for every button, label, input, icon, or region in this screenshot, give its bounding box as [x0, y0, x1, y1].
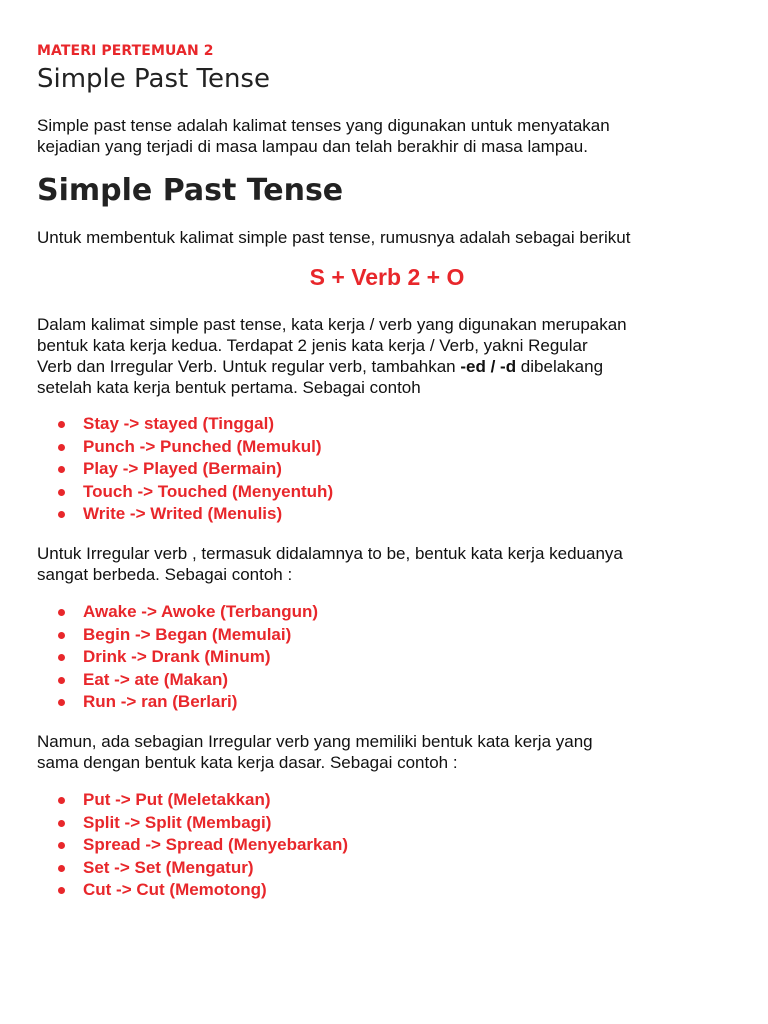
intro-line-2: kejadian yang terjadi di masa lampau dan telah berakhir di masa lampau. — [37, 137, 588, 156]
list-item-text: Touch -> Touched (Menyentuh) — [83, 481, 334, 501]
regular-line-1: Dalam kalimat simple past tense, kata kerja / verb yang digunakan merupakan — [37, 315, 627, 334]
section-heading: Simple Past Tense — [37, 173, 344, 208]
bullet-icon — [58, 632, 65, 639]
bullet-icon — [58, 820, 65, 827]
same-form-examples-list — [37, 789, 348, 902]
regular-line-3-tail: dibelakang — [516, 357, 604, 376]
bullet-icon — [58, 677, 65, 684]
bullet-icon — [58, 865, 65, 872]
list-item — [37, 624, 318, 647]
bullet-icon — [58, 842, 65, 849]
list-item-text: Stay -> stayed (Tinggal) — [83, 414, 274, 433]
list-item-text: Punch -> Punched (Memukul) — [83, 436, 322, 456]
bullet-icon — [58, 489, 65, 496]
list-item-text: Set -> Set (Mengatur) — [83, 857, 254, 877]
list-item — [37, 879, 348, 902]
list-item — [37, 503, 333, 526]
list-item-text: Drink -> Drank (Minum) — [83, 647, 271, 666]
irregular-line-1: Untuk Irregular verb , termasuk didalamnya to be, bentuk kata kerja keduanya — [37, 544, 623, 563]
regular-verb-paragraph — [37, 314, 627, 398]
formula: S + Verb 2 + O — [309, 264, 465, 290]
list-item-text: Split -> Split (Membagi) — [83, 812, 272, 832]
list-item-text: Cut -> Cut (Memotong) — [83, 880, 267, 899]
list-item — [37, 646, 318, 669]
irregular-verb-paragraph — [37, 543, 623, 585]
list-item — [37, 413, 333, 436]
list-item-text: Put -> Put (Meletakkan) — [83, 790, 271, 809]
list-item — [37, 834, 348, 857]
irregular-examples-list — [37, 601, 318, 714]
list-item-text: Write -> Writed (Menulis) — [83, 504, 283, 523]
bullet-icon — [58, 444, 65, 451]
list-item-text: Eat -> ate (Makan) — [83, 669, 229, 689]
list-item-text: Play -> Played (Bermain) — [83, 459, 282, 478]
list-item — [37, 481, 333, 504]
bullet-icon — [58, 654, 65, 661]
bullet-icon — [58, 797, 65, 804]
intro-line-1: Simple past tense adalah kalimat tenses yang digunakan untuk menyatakan — [37, 116, 610, 135]
formula-intro-line: Untuk membentuk kalimat simple past tense, rumusnya adalah sebagai berikut — [37, 228, 631, 247]
list-item — [37, 436, 333, 459]
same-form-paragraph — [37, 731, 593, 773]
bullet-icon — [58, 466, 65, 473]
regular-examples-list — [37, 413, 333, 526]
list-item — [37, 857, 348, 880]
bullet-icon — [58, 887, 65, 894]
bullet-icon — [58, 421, 65, 428]
list-item — [37, 601, 318, 624]
bullet-icon — [58, 511, 65, 518]
regular-line-3 — [37, 356, 627, 377]
regular-line-2: bentuk kata kerja kedua. Terdapat 2 jenis kata kerja / Verb, yakni Regular — [37, 336, 588, 355]
bullet-icon — [58, 699, 65, 706]
list-item — [37, 691, 318, 714]
list-item — [37, 458, 333, 481]
list-item-text: Awake -> Awoke (Terbangun) — [83, 602, 319, 621]
bullet-icon — [58, 609, 65, 616]
regular-line-3-text: Verb dan Irregular Verb. Untuk regular verb, tambahkan — [37, 357, 461, 376]
same-form-line-1: Namun, ada sebagian Irregular verb yang memiliki bentuk kata kerja yang — [37, 732, 593, 751]
list-item-text: Begin -> Began (Memulai) — [83, 624, 292, 644]
formula-intro — [37, 227, 630, 248]
irregular-line-2: sangat berbeda. Sebagai contoh : — [37, 565, 293, 584]
list-item — [37, 669, 318, 692]
regular-line-4: setelah kata kerja bentuk pertama. Sebagai contoh — [37, 378, 421, 397]
list-item-text: Run -> ran (Berlari) — [83, 692, 238, 711]
list-item — [37, 789, 348, 812]
page-title: Simple Past Tense — [37, 64, 270, 94]
suffix-highlight: -ed / -d — [460, 357, 517, 376]
same-form-line-2: sama dengan bentuk kata kerja dasar. Sebagai contoh : — [37, 753, 458, 772]
intro-paragraph — [37, 115, 610, 157]
list-item — [37, 812, 348, 835]
section-label: MATERI PERTEMUAN 2 — [37, 43, 214, 59]
list-item-text: Spread -> Spread (Menyebarkan) — [83, 835, 349, 854]
